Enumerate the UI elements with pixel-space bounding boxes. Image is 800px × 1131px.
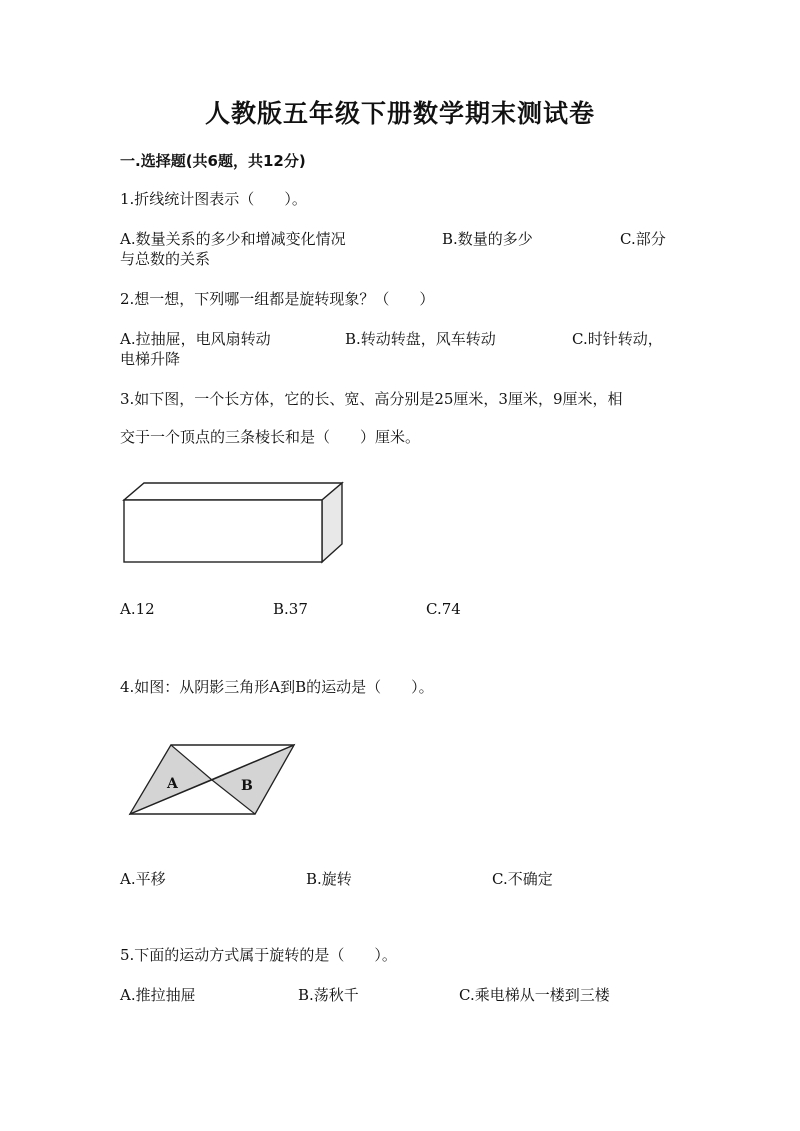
question-4-option-a: A.平移 xyxy=(120,870,166,888)
cuboid-figure xyxy=(118,478,348,568)
section-heading: 一.选择题(共6题，共12分) xyxy=(120,152,306,170)
question-4-option-b: B.旋转 xyxy=(306,870,352,888)
question-2-stem: 2.想一想，下列哪一组都是旋转现象？（ ） xyxy=(120,290,435,308)
question-3-option-b: B.37 xyxy=(273,600,308,618)
question-3-stem-line2: 交于一个顶点的三条棱长和是（ ）厘米。 xyxy=(120,428,421,446)
question-5-option-a: A.推拉抽屉 xyxy=(120,986,196,1004)
question-3-option-a: A.12 xyxy=(120,600,155,618)
question-1-option-c-wrap: 与总数的关系 xyxy=(120,250,211,268)
question-4-stem: 4.如图：从阴影三角形A到B的运动是（ ）。 xyxy=(120,678,434,696)
question-2-option-a: A.拉抽屉，电风扇转动 xyxy=(120,330,271,348)
page-title: 人教版五年级下册数学期末测试卷 xyxy=(204,99,595,128)
question-1-option-c: C.部分 xyxy=(620,230,666,248)
question-5-stem: 5.下面的运动方式属于旋转的是（ ）。 xyxy=(120,946,397,964)
question-4-option-c: C.不确定 xyxy=(492,870,553,888)
question-3-stem: 3.如下图，一个长方体，它的长、宽、高分别是25厘米，3厘米，9厘米，相 xyxy=(120,390,623,408)
question-1-option-a: A.数量关系的多少和增减变化情况 xyxy=(120,230,346,248)
triangle-label-a: A xyxy=(167,776,178,792)
question-2-option-c-wrap: 电梯升降 xyxy=(120,350,181,368)
parallelogram-figure xyxy=(125,740,305,820)
question-1-option-b: B.数量的多少 xyxy=(442,230,533,248)
question-1-stem: 1.折线统计图表示（ ）。 xyxy=(120,190,307,208)
question-2-option-b: B.转动转盘，风车转动 xyxy=(345,330,496,348)
question-5-option-b: B.荡秋千 xyxy=(298,986,359,1004)
question-3-option-c: C.74 xyxy=(426,600,461,618)
question-2-option-c: C.时针转动， xyxy=(572,330,663,348)
question-5-option-c: C.乘电梯从一楼到三楼 xyxy=(459,986,610,1004)
triangle-label-b: B xyxy=(241,778,253,794)
